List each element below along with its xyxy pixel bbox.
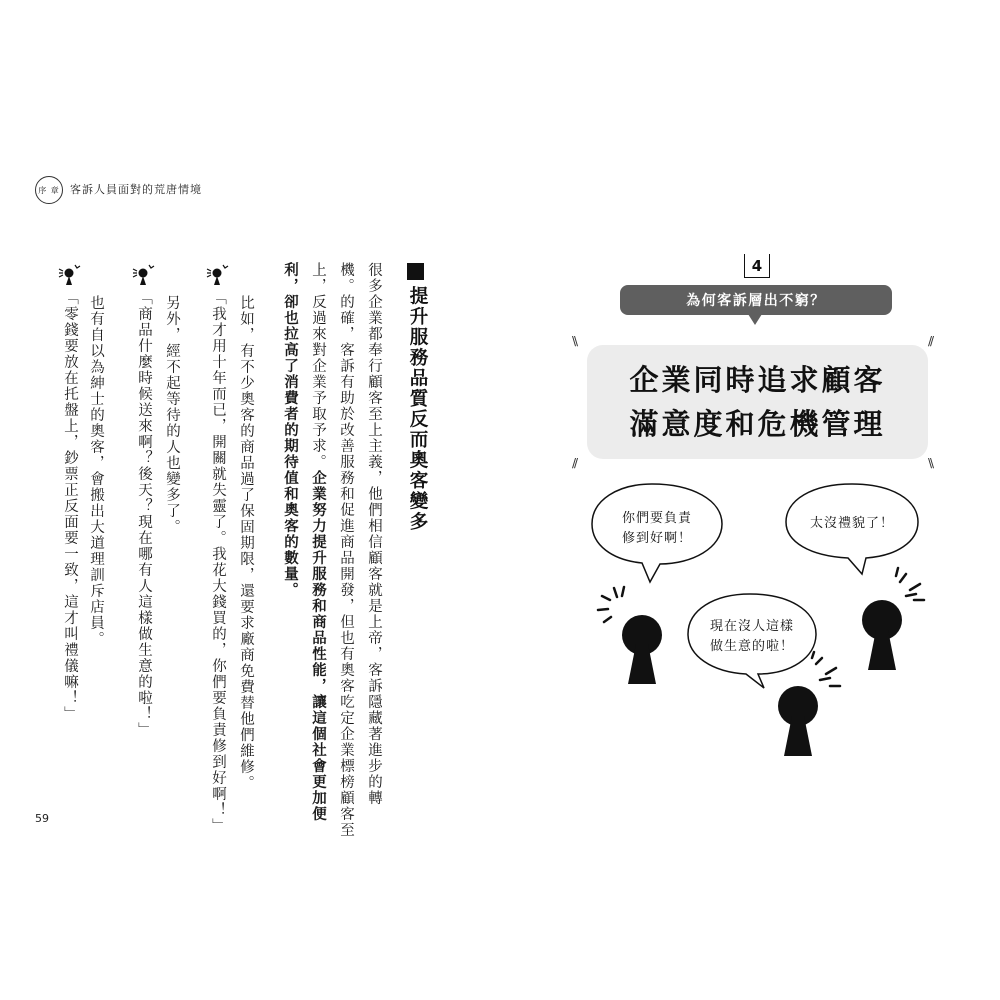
- person-silhouette: [862, 568, 924, 670]
- bubble-text: 做生意的啦！: [709, 639, 795, 654]
- main-title-line1: 企業同時追求顧客: [629, 363, 886, 397]
- emphasis-tick-icon: //: [928, 334, 933, 348]
- speech-bubble: [592, 484, 722, 582]
- body-line-bold: 利，卻也拉高了消費者的期待值和奧客的數量。: [282, 262, 298, 598]
- page-number: 59: [35, 812, 49, 825]
- customers-illustration: [580, 470, 940, 770]
- angry-speaker-icon: [56, 263, 82, 285]
- body-line: 很多企業都奉行顧客至上主義，他們相信顧客就是上帝，客訴隱藏著進步的轉: [366, 262, 382, 806]
- bold-emphasis: 企業努力提升服務和商品性能，讓這個社會更加便: [310, 470, 326, 822]
- body-line: 也有自以為紳士的奧客，會搬出大道理訓斥店員。: [88, 295, 104, 647]
- emphasis-tick-icon: \\: [928, 456, 933, 470]
- bubble-text: 你們要負責: [621, 511, 693, 526]
- emphasis-tick-icon: //: [572, 456, 577, 470]
- bubble-text: 太沒禮貌了！: [809, 516, 895, 531]
- quote-line: 「我才用十年而已，開關就失靈了。我花大錢買的，你們要負責修到好啊！」: [210, 290, 226, 834]
- section-number: 4: [744, 254, 770, 278]
- bubble-text: 修到好啊！: [621, 531, 693, 546]
- body-line: 上，反過來對企業予取予求。企業努力提升服務和商品性能，讓這個社會更加便: [310, 262, 326, 822]
- chapter-title: 客訴人員面對的荒唐情境: [70, 183, 202, 196]
- quote-line: 「商品什麼時候送來啊？後天？現在哪有人這樣做生意的啦！」: [136, 290, 152, 738]
- main-title-box: [587, 345, 928, 459]
- angry-speaker-icon: [130, 263, 156, 285]
- body-line: 比如，有不少奧客的商品過了保固期限，還要求廠商免費替他們維修。: [238, 295, 254, 791]
- emphasis-tick-icon: \\: [572, 334, 577, 348]
- chapter-label-circle: 序 章: [35, 176, 63, 204]
- person-silhouette: [598, 587, 662, 684]
- main-title-line2: 滿意度和危機管理: [629, 407, 886, 441]
- speech-bubble: [688, 594, 816, 688]
- body-line: 機。的確，客訴有助於改善服務和促進商品開發，但也有奧客吃定企業標榜顧客至: [338, 262, 354, 838]
- speech-bubble: [786, 484, 918, 574]
- section-heading: 提升服務品質反而奧客變多: [407, 286, 428, 532]
- question-banner-tail: [748, 314, 762, 325]
- angry-speaker-icon: [204, 263, 230, 285]
- bubble-text: 現在沒人這樣: [709, 619, 795, 634]
- heading-square-icon: [407, 263, 424, 280]
- body-line: 另外，經不起等待的人也變多了。: [164, 295, 180, 535]
- quote-line: 「零錢要放在托盤上，鈔票正反面要一致，這才叫禮儀嘛！」: [62, 290, 78, 722]
- question-banner: 為何客訴層出不窮？: [620, 285, 892, 315]
